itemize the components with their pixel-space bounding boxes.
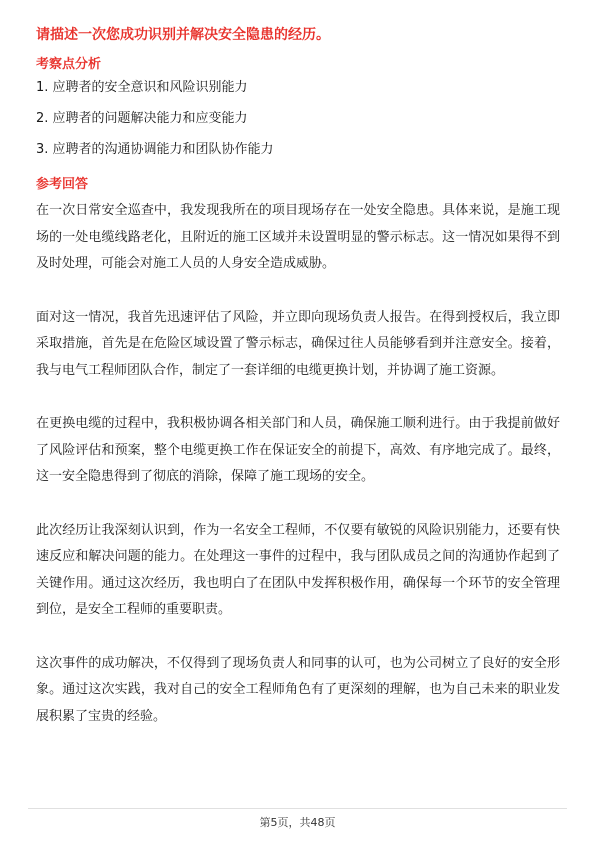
question-heading: 请描述一次您成功识别并解决安全隐患的经历。	[36, 27, 330, 43]
analysis-item: 3. 应聘者的沟通协调能力和团队协作能力	[36, 142, 274, 157]
answer-paragraph: 这次事件的成功解决，不仅得到了现场负责人和同事的认可，也为公司树立了良好的安全形象。通过这次实践，我对自己的安全工程师角色有了更深刻的理解，也为自己未来的职业发展积累了宝贵的经验。	[36, 655, 560, 724]
answer-paragraph: 此次经历让我深刻认识到，作为一名安全工程师，不仅要有敏锐的风险识别能力，还要有快速反应和解决问题的能力。在处理这一事件的过程中，我与团队成员之间的沟通协作起到了关键作用。通过这次经历，我也明白了在团队中发挥积极作用，确保每一个环节的安全管理到位，是安全工程师的重要职责。	[36, 522, 560, 617]
footer-divider	[28, 808, 567, 809]
answer-body	[36, 198, 560, 757]
analysis-item: 1. 应聘者的安全意识和风险识别能力	[36, 80, 248, 95]
analysis-section-title: 考察点分析	[36, 57, 102, 72]
answer-paragraph: 在一次日常安全巡查中，我发现我所在的项目现场存在一处安全隐患。具体来说，是施工现场的一处电缆线路老化，且附近的施工区域并未设置明显的警示标志。这一情况如果得不到及时处理，可能会对施工人员的人身安全造成威胁。	[36, 203, 560, 271]
page-number: 第5页，共48页	[259, 816, 336, 829]
analysis-item: 2. 应聘者的问题解决能力和应变能力	[36, 111, 248, 126]
answer-section-title: 参考回答	[36, 177, 89, 192]
answer-paragraph: 面对这一情况，我首先迅速评估了风险，并立即向现场负责人报告。在得到授权后，我立即采取措施，首先是在危险区域设置了警示标志，确保过往人员能够看到并注意安全。接着，我与电气工程师团队合作，制定了一套详细的电缆更换计划，并协调了施工资源。	[36, 309, 560, 378]
answer-paragraph: 在更换电缆的过程中，我积极协调各相关部门和人员，确保施工顺利进行。由于我提前做好了风险评估和预案，整个电缆更换工作在保证安全的前提下，高效、有序地完成了。最终，这一安全隐患得到了彻底的消除，保障了施工现场的安全。	[36, 416, 560, 484]
analysis-list	[36, 78, 566, 171]
